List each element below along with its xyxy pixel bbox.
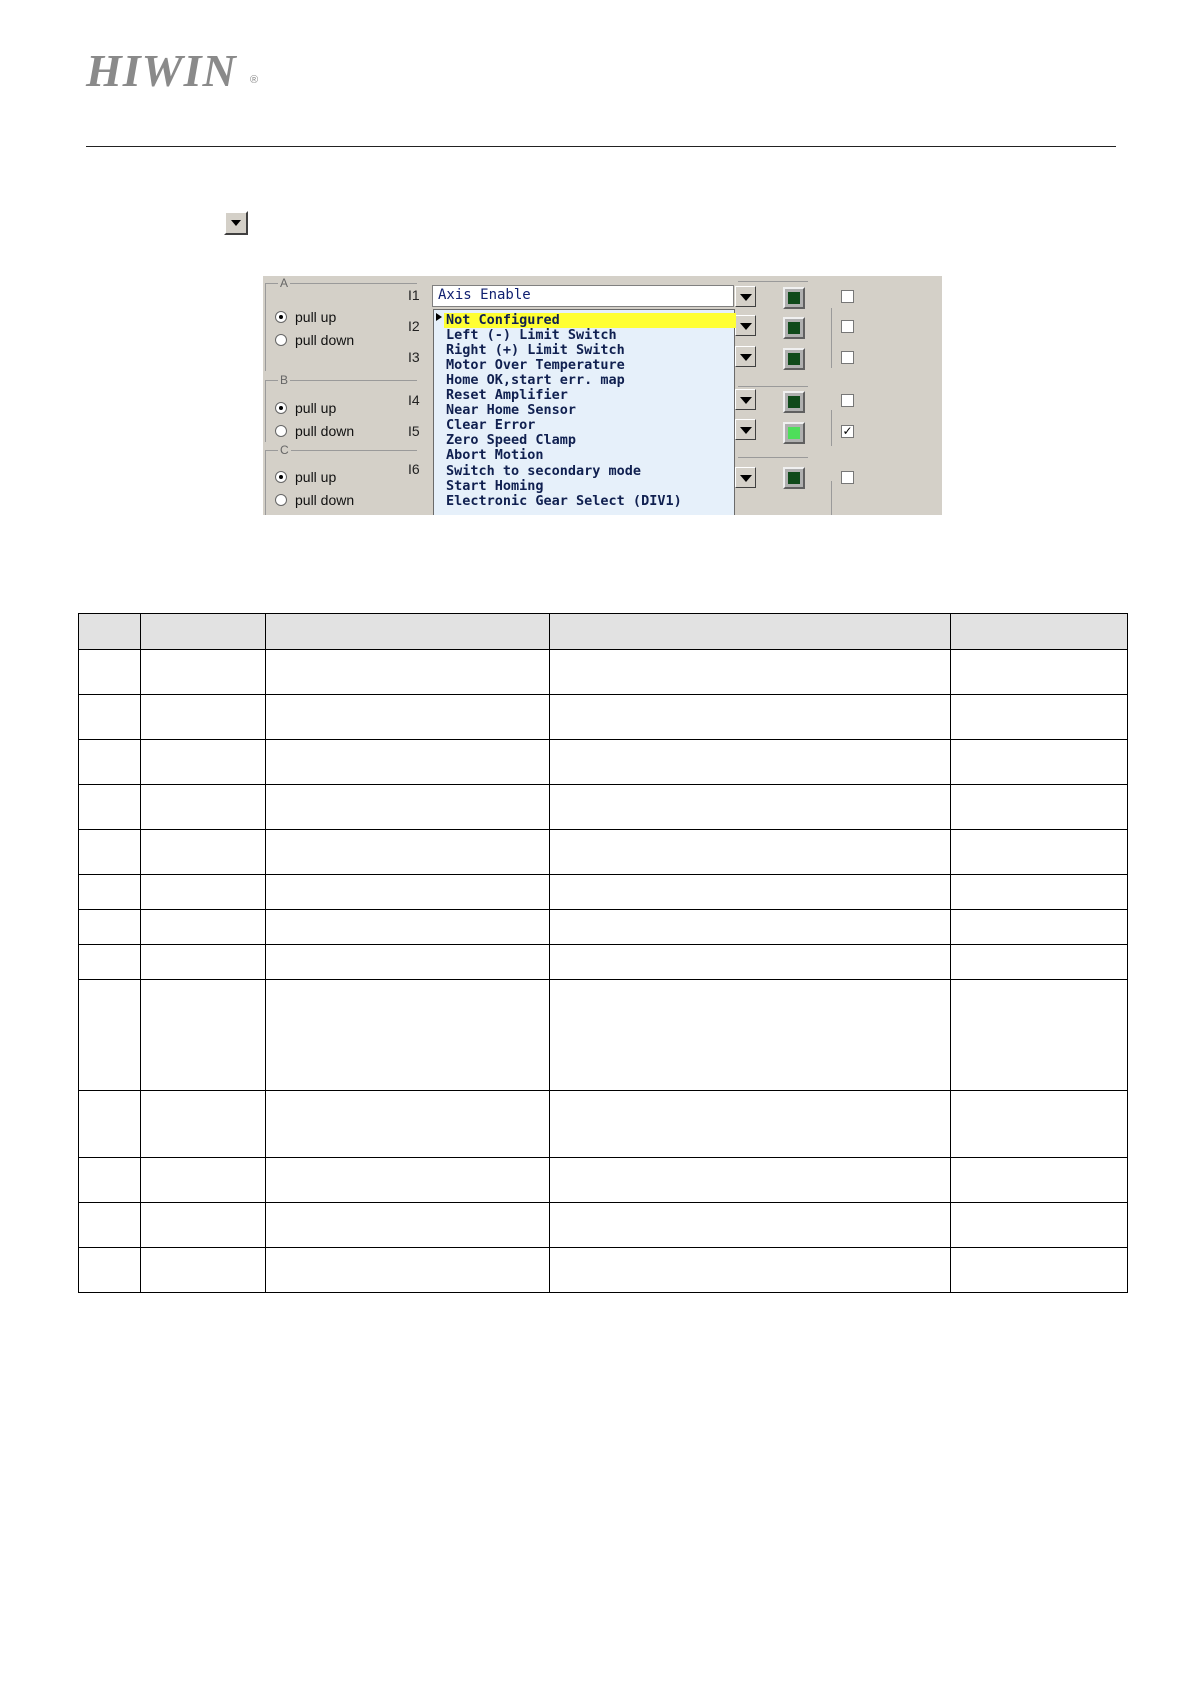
table-header-cell bbox=[951, 614, 1128, 650]
radio-label: pull up bbox=[295, 309, 337, 325]
radio-label: pull up bbox=[295, 469, 337, 485]
radio-label: pull down bbox=[295, 423, 355, 439]
input-checkbox-i3[interactable] bbox=[841, 351, 854, 364]
radio-unselected-icon bbox=[275, 425, 287, 437]
input-checkbox-i2[interactable] bbox=[841, 320, 854, 333]
combo-arrow-button-i3[interactable] bbox=[735, 346, 756, 367]
combo-arrow-button-i6[interactable] bbox=[735, 467, 756, 488]
group-a-pull-down-radio[interactable] bbox=[275, 332, 354, 348]
dropdown-option[interactable]: Right (+) Limit Switch bbox=[446, 342, 625, 358]
dropdown-arrow-icon bbox=[224, 211, 248, 235]
group-b-pull-up-radio[interactable] bbox=[275, 400, 336, 416]
status-led-i3 bbox=[783, 348, 805, 370]
table-row bbox=[79, 945, 1128, 980]
dropdown-option[interactable]: Switch to secondary mode bbox=[446, 463, 642, 479]
input-label-i4: I4 bbox=[408, 392, 420, 408]
radio-selected-icon bbox=[275, 311, 287, 323]
header-rule bbox=[86, 146, 1116, 147]
group-c-pull-down-radio[interactable] bbox=[275, 492, 354, 508]
divider bbox=[831, 410, 832, 446]
dropdown-option[interactable]: Electronic Gear Select (DIV1) bbox=[446, 493, 682, 509]
table-header-cell bbox=[141, 614, 266, 650]
dropdown-option[interactable]: Near Home Sensor bbox=[446, 402, 577, 418]
dropdown-option[interactable]: Not Configured bbox=[444, 313, 736, 328]
radio-unselected-icon bbox=[275, 494, 287, 506]
dropdown-option[interactable]: Zero Speed Clamp bbox=[446, 432, 577, 448]
divider bbox=[831, 481, 832, 515]
divider bbox=[831, 308, 832, 368]
radio-label: pull up bbox=[295, 400, 337, 416]
status-led-i6 bbox=[783, 467, 805, 489]
dropdown-option[interactable]: Reset Amplifier bbox=[446, 387, 568, 403]
input-label-i3: I3 bbox=[408, 349, 420, 365]
input-function-table bbox=[78, 613, 1128, 1293]
group-b-label: B bbox=[280, 373, 289, 387]
function-dropdown-list[interactable] bbox=[433, 309, 735, 515]
combo-arrow-button-i2[interactable] bbox=[735, 315, 756, 336]
group-a-pull-up-radio[interactable] bbox=[275, 309, 336, 325]
divider bbox=[738, 457, 808, 458]
dropdown-option[interactable]: Motor Over Temperature bbox=[446, 357, 625, 373]
table-row bbox=[79, 740, 1128, 785]
radio-unselected-icon bbox=[275, 334, 287, 346]
input-label-i5: I5 bbox=[408, 423, 420, 439]
group-a-label: A bbox=[280, 276, 289, 290]
input-label-i2: I2 bbox=[408, 318, 420, 334]
table-header-cell bbox=[79, 614, 141, 650]
input-checkbox-i1[interactable] bbox=[841, 290, 854, 303]
table-row bbox=[79, 695, 1128, 740]
input-label-i1: I1 bbox=[408, 287, 420, 303]
divider bbox=[738, 281, 808, 282]
radio-selected-icon bbox=[275, 402, 287, 414]
status-led-i5 bbox=[783, 422, 805, 444]
input-function-combo[interactable]: Axis Enable bbox=[432, 285, 734, 307]
input-checkbox-i6[interactable] bbox=[841, 471, 854, 484]
input-checkbox-i4[interactable] bbox=[841, 394, 854, 407]
dropdown-option[interactable]: Home OK,start err. map bbox=[446, 372, 625, 388]
combo-arrow-button-i4[interactable] bbox=[735, 389, 756, 410]
registered-mark: ® bbox=[250, 74, 259, 86]
input-checkbox-i5[interactable]: ✓ bbox=[842, 424, 853, 438]
table-header-row bbox=[79, 614, 1128, 650]
divider bbox=[738, 386, 808, 387]
combo-arrow-button-i5[interactable] bbox=[735, 419, 756, 440]
status-led-i4 bbox=[783, 391, 805, 413]
dropdown-option[interactable]: Left (-) Limit Switch bbox=[446, 327, 617, 343]
input-config-panel bbox=[263, 276, 942, 515]
table-row bbox=[79, 1158, 1128, 1203]
radio-label: pull down bbox=[295, 492, 355, 508]
dropdown-option[interactable]: Clear Error bbox=[446, 417, 536, 433]
group-a-frame bbox=[265, 283, 417, 371]
dropdown-option[interactable]: Start Homing bbox=[446, 478, 544, 494]
group-b-pull-down-radio[interactable] bbox=[275, 423, 354, 439]
table-header-cell bbox=[266, 614, 550, 650]
hiwin-logo: HIWIN bbox=[86, 45, 237, 96]
status-led-i1 bbox=[783, 287, 805, 309]
selection-pointer-icon bbox=[436, 313, 442, 321]
table-row bbox=[79, 1248, 1128, 1293]
dropdown-option[interactable]: Abort Motion bbox=[446, 447, 544, 463]
status-led-i2 bbox=[783, 317, 805, 339]
radio-selected-icon bbox=[275, 471, 287, 483]
input-label-i6: I6 bbox=[408, 461, 420, 477]
table-header-cell bbox=[550, 614, 951, 650]
table-row bbox=[79, 1091, 1128, 1158]
table-row bbox=[79, 830, 1128, 875]
combo-arrow-button-i1[interactable] bbox=[735, 286, 756, 307]
group-c-label: C bbox=[280, 443, 289, 457]
table-row bbox=[79, 650, 1128, 695]
group-c-pull-up-radio[interactable] bbox=[275, 469, 336, 485]
table-row bbox=[79, 875, 1128, 910]
radio-label: pull down bbox=[295, 332, 355, 348]
table-row bbox=[79, 1203, 1128, 1248]
table-row bbox=[79, 910, 1128, 945]
table-row bbox=[79, 980, 1128, 1091]
table-row bbox=[79, 785, 1128, 830]
